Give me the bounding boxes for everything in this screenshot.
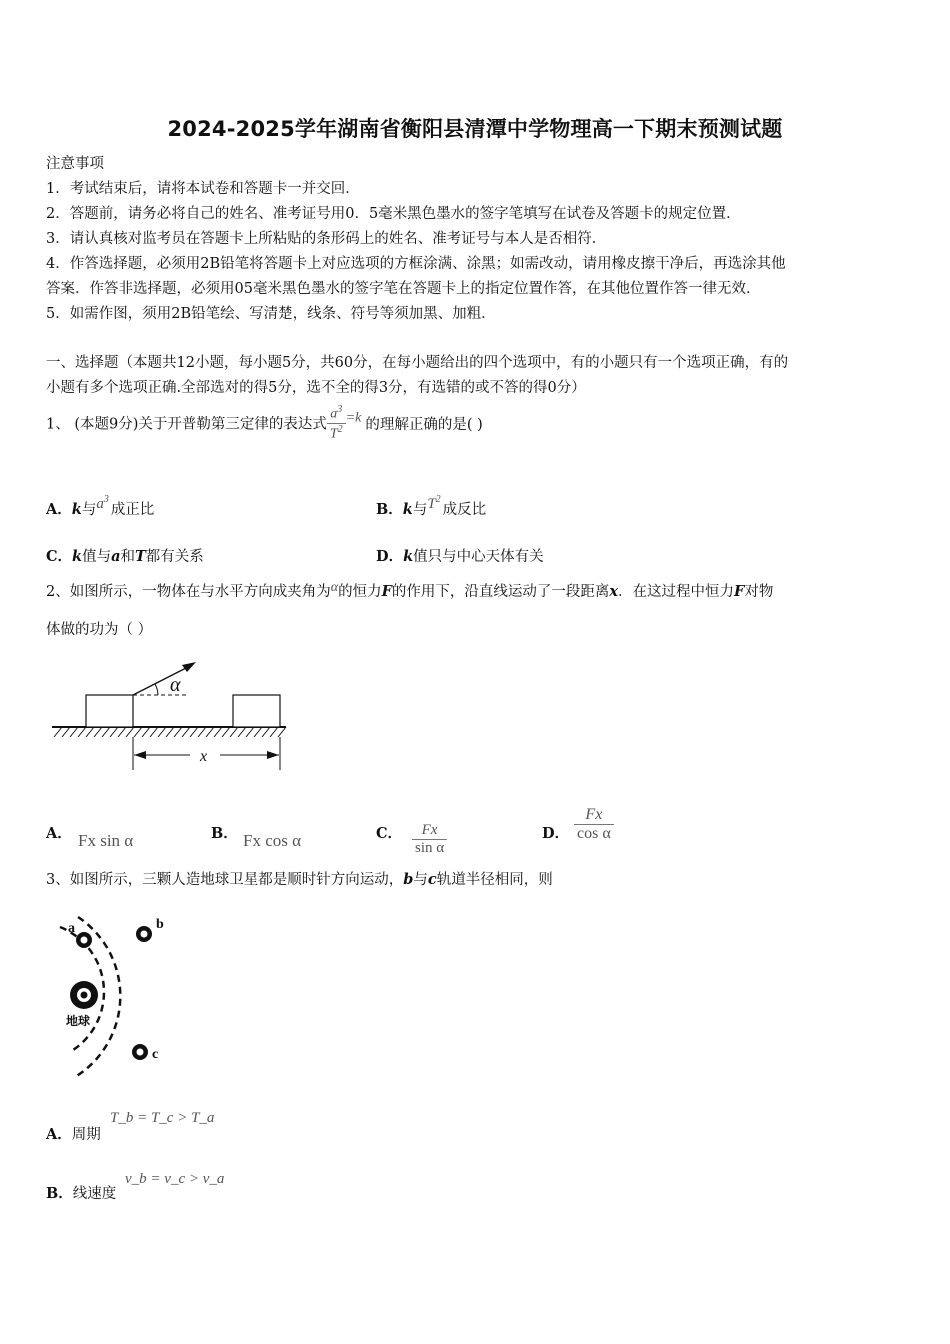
q2-option-c-den: sin α <box>415 840 445 856</box>
q2-line1-d: ．在这过程中恒力 <box>618 584 735 600</box>
satellite-c-label: c <box>152 1047 159 1062</box>
section-line-1: 一、选择题（本题共12小题，每小题5分，共60分，在每小题给出的四个选项中，有的小题只有一个选项正确，有的 <box>46 355 789 371</box>
q3-stem <box>46 868 553 889</box>
q1-option-c[interactable] <box>46 545 204 566</box>
dim-arrow-left <box>134 751 146 759</box>
q1-formula-num-sup: 3 <box>337 404 343 415</box>
q1-option-c-a: a <box>111 548 121 565</box>
q2-x: x <box>609 583 619 600</box>
q2-option-b[interactable] <box>211 822 238 843</box>
q1-option-a-var <box>96 496 109 512</box>
q1-option-b-var-base: T <box>427 496 436 512</box>
earth-core <box>81 992 88 999</box>
q2-F2: F <box>734 583 745 600</box>
q3-option-a-formula: T_b = T_c > T_a <box>110 1110 215 1126</box>
q2-option-a-label: A． <box>46 825 72 842</box>
q2-option-d-formula <box>574 806 614 843</box>
q2-option-b-label: B． <box>211 825 238 842</box>
dim-arrow-right <box>267 751 279 759</box>
q2-option-c-formula <box>412 822 447 856</box>
q1-formula-den-sup: 2 <box>337 423 343 435</box>
q1-option-d-label: D． <box>376 548 404 565</box>
q1-option-c-t4: 和 <box>120 549 135 565</box>
block-start <box>86 695 133 727</box>
satellite-a-label: a <box>68 921 75 936</box>
q3-option-a-text: 周期 <box>71 1127 101 1143</box>
q1-option-b-var-sup: 2 <box>435 494 441 505</box>
notice-item-4-cont: 答案．作答非选择题，必须用05毫米黑色墨水的签字笔在答题卡上的指定位置作答，在其他位置作答一律无效． <box>46 281 761 297</box>
notice-item-1: 1．考试结束后，请将本试卷和答题卡一并交回． <box>46 181 360 197</box>
q2-option-c[interactable] <box>376 822 402 843</box>
q2-option-a-formula: Fx sin α <box>78 831 134 850</box>
q1-option-a[interactable] <box>46 494 154 519</box>
q1-formula-rhs: =k <box>345 410 362 426</box>
satellite-a-ring <box>81 937 88 944</box>
q3-line1: 3、如图所示，三颗人造地球卫星都是顺时针方向运动， <box>46 872 404 888</box>
q1-option-b-k: k <box>402 501 413 518</box>
q1-option-c-label: C． <box>46 548 73 565</box>
q3-line1-end: 轨道半径相同，则 <box>436 872 553 888</box>
q1-option-c-t2: 值与 <box>82 549 112 565</box>
notice-item-3: 3．请认真核对监考员在答题卡上所粘贴的条形码上的姓名、准考证号与本人是否相符． <box>46 231 607 247</box>
q1-option-a-pre: 与 <box>81 502 97 518</box>
q3-option-b[interactable] <box>46 1182 116 1203</box>
q1-prefix: 1、 (本题9分)关于开普勒第三定律的表达式 <box>46 416 327 433</box>
q1-option-a-var-base: a <box>96 496 104 512</box>
q2-option-d-num: Fx <box>574 806 614 825</box>
notice-heading: 注意事项 <box>46 156 104 172</box>
q1-option-b-label: B． <box>376 501 403 518</box>
q3-satellite-diagram <box>50 902 180 1082</box>
block-end <box>233 695 280 727</box>
q1-option-c-T: T <box>135 548 146 565</box>
q2-option-c-label: C． <box>376 825 403 842</box>
q2-F: F <box>381 583 392 600</box>
q3-c: c <box>427 871 437 888</box>
q1-option-a-k: k <box>71 501 82 518</box>
q2-line1-b: 的恒力 <box>338 584 382 600</box>
q2-option-a[interactable] <box>46 822 72 843</box>
q1-option-d[interactable] <box>376 545 544 566</box>
notice-item-2: 2．答题前，请务必将自己的姓名、准考证号用0．5毫米黑色墨水的签字笔填写在试卷及答题卡的规定位置． <box>46 206 741 222</box>
q2-line1-a: 2、如图所示，一物体在与水平方向成夹角为 <box>46 584 331 600</box>
notice-item-5: 5．如需作图，须用2B铅笔绘、写清楚，线条、符号等须加黑、加粗． <box>46 306 496 322</box>
q2-stem-line-2: 体做的功为（ ） <box>46 622 153 638</box>
q1-option-a-label: A． <box>46 501 72 518</box>
q1-option-b-var <box>427 496 440 512</box>
q1-option-b-post: 成反比 <box>442 502 487 518</box>
q2-option-c-num: Fx <box>412 822 447 840</box>
alpha-label: α <box>170 674 181 696</box>
q1-stem <box>46 404 483 442</box>
q3-option-b-label: B． <box>46 1185 73 1202</box>
satellite-b-label: b <box>156 917 164 932</box>
ground-hatching <box>54 727 286 737</box>
satellite-c-ring <box>137 1049 144 1056</box>
force-arrowhead <box>182 662 196 672</box>
q2-line1-e: 对物 <box>744 584 774 600</box>
q2-option-b-formula: Fx cos α <box>243 831 302 850</box>
earth-label: 地球 <box>66 1014 91 1028</box>
q3-option-a-label: A． <box>46 1126 72 1143</box>
q1-option-b-pre: 与 <box>412 502 428 518</box>
q1-suffix: 的理解正确的是( ) <box>365 416 483 433</box>
q1-formula-den: T <box>329 426 338 442</box>
q1-formula <box>327 404 346 442</box>
q1-option-a-post: 成正比 <box>110 502 155 518</box>
q3-option-b-text: 线速度 <box>72 1186 117 1202</box>
satellite-b-ring <box>141 931 148 938</box>
q1-option-c-t6: 都有关系 <box>145 549 204 565</box>
q1-formula-num: a <box>330 406 338 422</box>
q2-option-d-label: D． <box>542 825 570 842</box>
q2-option-d-den: cos α <box>577 825 611 842</box>
q2-force-diagram <box>50 655 290 775</box>
q1-option-b[interactable] <box>376 494 486 519</box>
page-title: 2024-2025学年湖南省衡阳县清潭中学物理高一下期末预测试题 <box>167 117 783 141</box>
x-label: x <box>200 748 208 765</box>
q3-mid: 与 <box>413 872 428 888</box>
q1-option-c-k: k <box>72 548 83 565</box>
q2-line1-c: 的作用下，沿直线运动了一段距离 <box>391 584 610 600</box>
q1-option-a-var-sup: 3 <box>103 494 109 505</box>
q2-stem-line-1 <box>46 580 773 601</box>
q2-alpha: α <box>330 580 339 595</box>
q3-option-b-formula: v_b = v_c > v_a <box>125 1171 225 1187</box>
section-line-2: 小题有多个选项正确.全部选对的得5分，选不全的得3分，有选错的或不答的得0分） <box>46 380 586 396</box>
q1-option-d-t2: 值只与中心天体有关 <box>413 549 544 565</box>
angle-arc <box>155 684 158 695</box>
q3-b: b <box>403 871 414 888</box>
q3-option-a[interactable] <box>46 1123 101 1144</box>
notice-item-4: 4．作答选择题，必须用2B铅笔将答题卡上对应选项的方框涂满、涂黑；如需改动，请用橡皮擦干净后，再选涂其他 <box>46 256 786 272</box>
q2-option-d[interactable] <box>542 822 569 843</box>
q1-option-d-k: k <box>403 548 414 565</box>
